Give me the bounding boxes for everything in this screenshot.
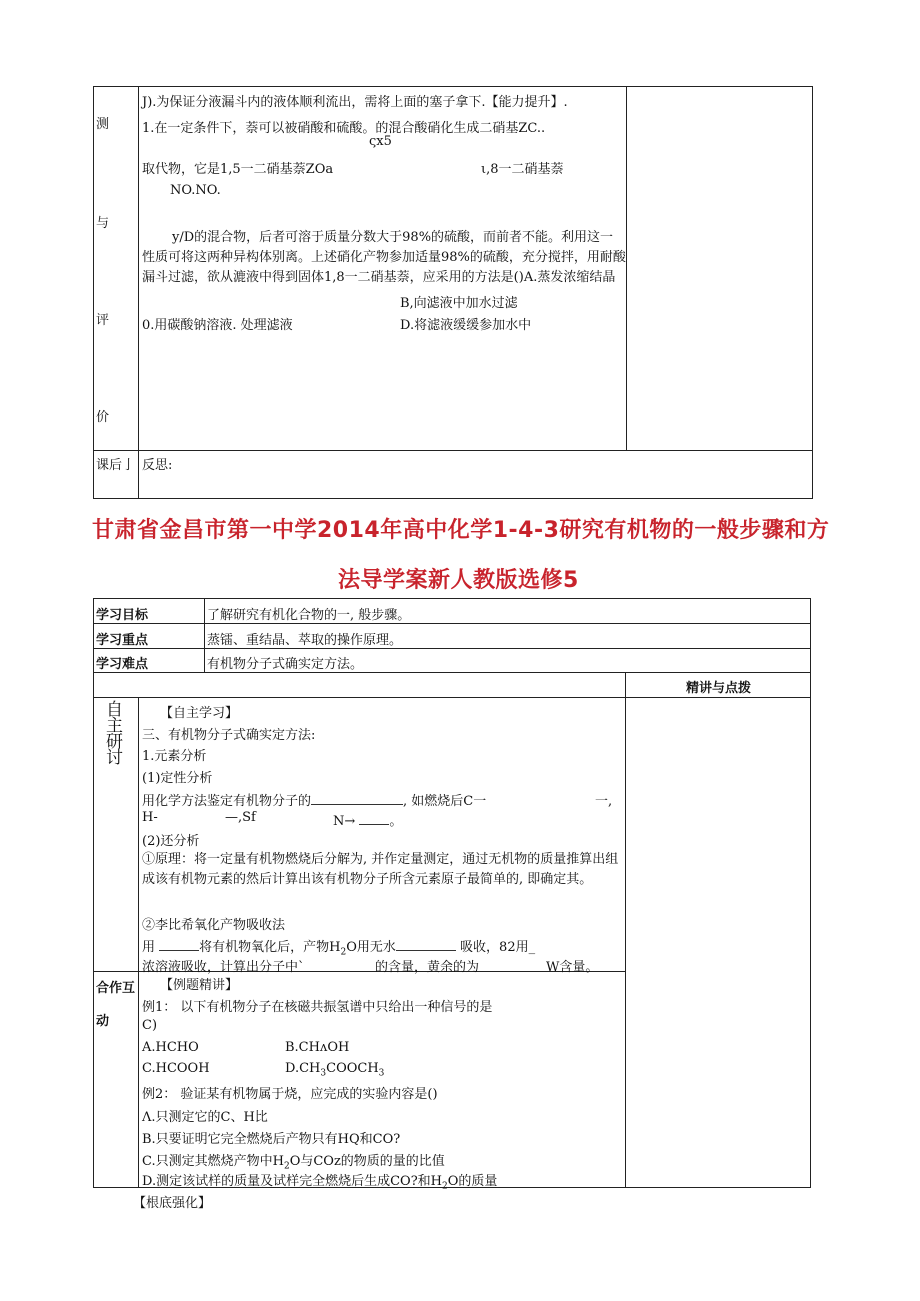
text-segment: 将有机物氧化后，产物H <box>199 940 341 955</box>
table-border <box>93 598 811 599</box>
text-line: ι,8一二硝基萘 <box>481 162 564 177</box>
option-a: A.HCHO <box>142 1040 199 1055</box>
text-segment: 吸收，82用_ <box>460 940 536 955</box>
table-border <box>93 86 813 87</box>
blank-underline <box>311 792 403 805</box>
reflection-label: 反思: <box>142 458 173 473</box>
subscript: 2 <box>283 1161 290 1172</box>
text-line: 三、有机物分子式确实定方法: <box>142 728 316 743</box>
text-segment: —,Sf <box>225 810 256 825</box>
text-line: NO.NO. <box>170 183 221 198</box>
table-border <box>810 598 811 1188</box>
text-segment: W含量。 <box>546 960 599 975</box>
after-class-label: 课后亅 <box>96 458 136 473</box>
table-border <box>93 648 811 649</box>
info-value: 有机物分子式确实定方法。 <box>207 657 364 672</box>
option-a: Λ.只测定它的C、H比 <box>142 1110 268 1125</box>
table-border <box>626 86 627 451</box>
text-segment: O用无水 <box>346 940 396 955</box>
text-line: ②李比希氧化产物吸收法 <box>142 918 286 933</box>
text-segment: H- <box>142 810 158 825</box>
blank-underline <box>396 938 456 951</box>
section-header: 【自主学习】 <box>160 706 239 721</box>
info-label: 学习目标 <box>96 608 149 623</box>
side-label: 价 <box>96 410 110 425</box>
side-label: 动 <box>96 1014 110 1029</box>
option-c: C.HCOOH <box>142 1061 210 1076</box>
text-line: 1.在一定条件下，萘可以被硝酸和硫酸。的混合酸硝化生成二硝基ZC.. <box>142 121 546 136</box>
option-c: 0.用碳酸钠溶液. 处理滤液 <box>142 318 293 333</box>
text-segment: D.测定该试样的质量及试样完全燃烧后生成CO?和H <box>142 1174 443 1189</box>
paragraph: ①原理：将一定量有机物燃烧后分解为, 并作定量测定，通过无机物的质量推算出组成该有机物元素的然后计算出该有机物分子所含元素原子最简单的, 即确定其。 <box>142 852 619 887</box>
text-line <box>333 810 402 829</box>
table-border <box>625 672 626 1188</box>
option-c <box>142 1150 445 1172</box>
table-border <box>93 498 813 499</box>
section-header: 【例题精讲】 <box>160 978 239 993</box>
side-label: 合作互 <box>96 981 136 996</box>
subscript: 3 <box>378 1068 385 1079</box>
option-b: B.只要证明它完全燃烧后产物只有HQ和CO? <box>142 1132 401 1147</box>
paragraph: y/D的混合物，后者可溶于质量分数大于98%的硫酸，而前者不能。利用这一性质可将这两种异构体别离。上述硝化产物参加适量98%的硫酸，充分搅拌，用耐酸漏斗过滤，欲从漉液中得到固体1,8一二硝基萘，应采用的方法是()A.蒸发浓缩结晶 <box>142 230 626 285</box>
document-title-line1: 甘肃省金昌市第一中学2014年高中化学1-4-3研究有机物的一般步骤和方 <box>92 518 830 543</box>
text-segment: 。 <box>389 814 403 829</box>
text-segment: C.只测定其燃烧产物中H <box>142 1154 284 1169</box>
text-segment: , 如燃烧后C一 <box>403 794 487 809</box>
option-d <box>142 1170 497 1192</box>
text-segment: O的质量 <box>447 1174 498 1189</box>
text-segment: 用 <box>142 940 156 955</box>
text-line: J).为保证分液漏斗内的液体顺利流出，需将上面的塞子拿下.【能力提升】. <box>142 95 568 110</box>
option-b: B.CHʌOH <box>285 1040 350 1055</box>
text-segment: 用化学方法鉴定有机物分子的 <box>142 794 312 809</box>
table-border <box>93 450 813 451</box>
table-border <box>138 86 139 499</box>
side-label: 研 <box>106 732 123 752</box>
text-line <box>142 936 535 958</box>
text-line: 取代物，它是1,5一二硝基萘ZOa <box>142 162 334 177</box>
text-line <box>142 790 486 809</box>
side-label: 评 <box>96 313 110 328</box>
text-line: 1.元素分析 <box>142 749 207 764</box>
side-label: 主 <box>106 716 123 736</box>
question-answer: C) <box>142 1018 158 1033</box>
info-value: 蒸镭、重结晶、萃取的操作原理。 <box>207 633 403 648</box>
text-segment: COOCH <box>326 1061 379 1076</box>
side-label: 与 <box>96 216 110 231</box>
table-border <box>204 598 205 673</box>
text-line: (1)定性分析 <box>142 771 213 786</box>
side-label: 自 <box>106 700 123 720</box>
side-label: 讨 <box>106 748 123 768</box>
subscript: 2 <box>442 1181 448 1192</box>
subscript: 2 <box>340 947 347 958</box>
document-title-line2: 法导学案新人教版选修5 <box>338 568 579 593</box>
subscript: 3 <box>320 1068 327 1079</box>
table-border <box>138 697 139 1188</box>
side-label: 测 <box>96 117 110 132</box>
question: 例1： 以下有机物分子在核磁共振氢谱中只给出一种信号的是 <box>142 1000 493 1015</box>
question: 例2： 验证某有机物属于烧，应完成的实验内容是() <box>142 1087 438 1102</box>
option-b: B,向滤液中加水过滤 <box>400 296 518 311</box>
info-value: 了解研究有机化合物的一, 般步骤。 <box>207 608 411 623</box>
blank-underline <box>159 938 199 951</box>
footer-heading: 【根底强化】 <box>133 1196 212 1211</box>
text-segment: 浓溶液吸收，计算出分子中` <box>142 960 305 975</box>
table-border <box>93 672 811 673</box>
table-border <box>93 598 94 1188</box>
text-segment: D.CH <box>285 1061 321 1076</box>
text-segment: O与COz的物质的量的比值 <box>289 1154 445 1169</box>
blank-underline <box>359 812 389 825</box>
info-label: 学习难点 <box>96 657 149 672</box>
table-border <box>93 623 811 624</box>
text-line: ςx5 <box>369 134 392 149</box>
option-d: D.将滤液缓缓参加水中 <box>400 318 532 333</box>
info-label: 学习重点 <box>96 633 149 648</box>
text-segment: 一, <box>595 794 613 809</box>
table-border <box>93 697 811 698</box>
table-border <box>93 86 94 499</box>
right-column-header: 精讲与点拨 <box>686 681 752 696</box>
option-d <box>285 1061 384 1079</box>
text-segment: N→ <box>333 814 356 829</box>
text-line: (2)还分析 <box>142 834 200 849</box>
text-segment: 的含量，黄余的为 <box>375 960 480 975</box>
table-border <box>812 86 813 499</box>
